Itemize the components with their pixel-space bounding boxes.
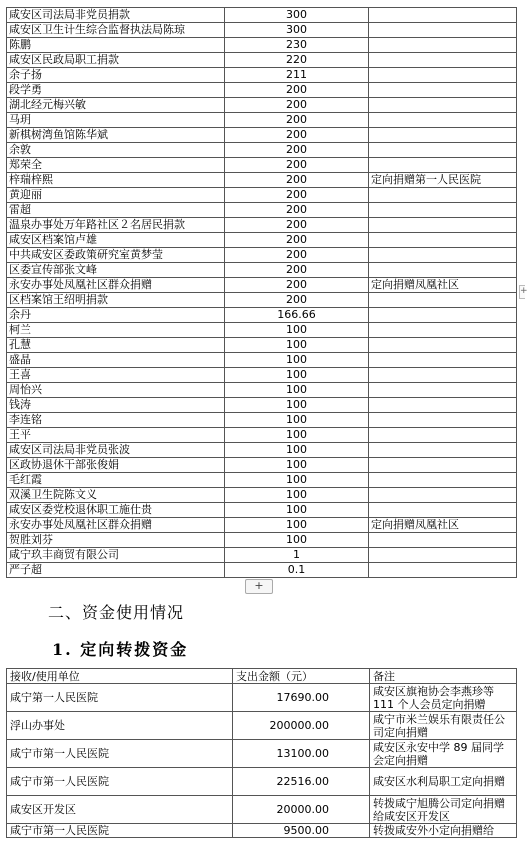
header-note: 备注: [370, 669, 517, 684]
table-row: [7, 443, 517, 458]
table-row: [7, 353, 517, 368]
donation-amount: 100: [225, 323, 369, 338]
table-row: [7, 128, 517, 143]
donor-name: 黄迎丽: [7, 188, 225, 203]
donor-name: 贺胜刘芬: [7, 533, 225, 548]
donation-note: [369, 203, 517, 218]
donor-name: 咸安区民政局职工捐款: [7, 53, 225, 68]
subsection-heading: 1. 定向转拨资金: [52, 640, 189, 659]
donation-amount: 200: [225, 218, 369, 233]
donor-name: 余敦: [7, 143, 225, 158]
donation-amount: 100: [225, 338, 369, 353]
donation-amount: 200: [225, 248, 369, 263]
donation-note: [369, 533, 517, 548]
donation-note: [369, 248, 517, 263]
donation-note: [369, 353, 517, 368]
table-row: [7, 323, 517, 338]
recipient-unit: 咸宁市第一人民医院: [7, 768, 233, 796]
donation-note: [369, 368, 517, 383]
donation-amount: 166.66: [225, 308, 369, 323]
table-row: [7, 143, 517, 158]
table-row: [7, 83, 517, 98]
table-row: [7, 248, 517, 263]
donor-name: 区档案馆王绍明捐款: [7, 293, 225, 308]
donor-name: 区政协退休干部张俊娟: [7, 458, 225, 473]
table-row: [7, 158, 517, 173]
donor-name: 双溪卫生院陈文义: [7, 488, 225, 503]
donation-note: [369, 143, 517, 158]
donation-note: [369, 443, 517, 458]
donation-amount: 100: [225, 458, 369, 473]
donation-amount: 200: [225, 293, 369, 308]
donation-note: [369, 308, 517, 323]
table-row: [7, 68, 517, 83]
donor-name: 段学勇: [7, 83, 225, 98]
donation-amount: 100: [225, 443, 369, 458]
donation-note: [369, 548, 517, 563]
table-edge-marker[interactable]: +: [519, 285, 525, 299]
donation-amount: 300: [225, 23, 369, 38]
header-amount: 支出金额（元）: [233, 669, 370, 684]
table-row: [7, 113, 517, 128]
table-row: [7, 293, 517, 308]
table-row: [7, 428, 517, 443]
donation-amount: 100: [225, 353, 369, 368]
donation-amount: 100: [225, 368, 369, 383]
donor-name: 区委宣传部张文峰: [7, 263, 225, 278]
expense-amount: 200000.00: [233, 712, 370, 740]
donation-amount: 200: [225, 278, 369, 293]
donation-note: [369, 53, 517, 68]
table-row: [7, 368, 517, 383]
donation-note: [369, 23, 517, 38]
donor-name: 郑荣全: [7, 158, 225, 173]
donation-note: [369, 98, 517, 113]
donation-amount: 0.1: [225, 563, 369, 578]
table-row: [7, 173, 517, 188]
donation-amount: 100: [225, 383, 369, 398]
donation-note: [369, 68, 517, 83]
table-row: [7, 38, 517, 53]
table-row: [7, 188, 517, 203]
donation-amount: 200: [225, 113, 369, 128]
donor-name: 李连铭: [7, 413, 225, 428]
donor-name: 王平: [7, 428, 225, 443]
expense-amount: 9500.00: [233, 824, 370, 838]
donation-amount: 100: [225, 518, 369, 533]
donor-name: 余子扬: [7, 68, 225, 83]
transfer-note: 转拨咸安外小定向捐赠给: [370, 824, 517, 838]
table-row: [7, 218, 517, 233]
table-row: [7, 563, 517, 578]
recipient-unit: 浮山办事处: [7, 712, 233, 740]
donor-name: 马玥: [7, 113, 225, 128]
donation-note: [369, 458, 517, 473]
table-add-row-handle[interactable]: +: [245, 579, 273, 594]
table-row: [7, 383, 517, 398]
donation-note: [369, 413, 517, 428]
donation-note: [369, 113, 517, 128]
table-row: [7, 263, 517, 278]
donation-amount: 100: [225, 473, 369, 488]
donor-name: 梓瑞梓熙: [7, 173, 225, 188]
donation-amount: 300: [225, 8, 369, 23]
recipient-unit: 咸宁市第一人民医院: [7, 824, 233, 838]
donor-name: 永安办事处凤凰社区群众捐赠: [7, 518, 225, 533]
donor-name: 新棋树湾鱼馆陈华斌: [7, 128, 225, 143]
donation-amount: 200: [225, 188, 369, 203]
donation-amount: 200: [225, 173, 369, 188]
table-row: [7, 488, 517, 503]
table-row: [7, 278, 517, 293]
table-row: [7, 473, 517, 488]
table-row: [7, 98, 517, 113]
transfer-note: 咸安区永安中学 89 届同学会定向捐赠: [370, 740, 517, 768]
donation-note: [369, 8, 517, 23]
table-row: [7, 398, 517, 413]
donation-amount: 200: [225, 203, 369, 218]
transfer-note: 咸安区水利局职工定向捐赠: [370, 768, 517, 796]
donation-amount: 200: [225, 233, 369, 248]
donation-amount: 200: [225, 263, 369, 278]
donor-name: 咸安区卫生计生综合监督执法局陈琼: [7, 23, 225, 38]
donation-amount: 100: [225, 413, 369, 428]
donation-note: [369, 473, 517, 488]
donation-amount: 200: [225, 98, 369, 113]
donation-note: [369, 158, 517, 173]
transfer-note: 咸安区旗袍协会李燕珍等111 个人会员定向捐赠: [370, 684, 517, 712]
table-row: [7, 338, 517, 353]
donor-name: 王喜: [7, 368, 225, 383]
donation-note: [369, 428, 517, 443]
donor-name: 钱涛: [7, 398, 225, 413]
table-row: [7, 796, 517, 824]
donor-name: 余丹: [7, 308, 225, 323]
donation-note: [369, 38, 517, 53]
donation-amount: 200: [225, 128, 369, 143]
donor-name: 温泉办事处万年路社区２名居民捐款: [7, 218, 225, 233]
donation-note: [369, 503, 517, 518]
donor-name: 雷超: [7, 203, 225, 218]
donor-name: 中共咸安区委政策研究室黄梦莹: [7, 248, 225, 263]
donation-note: [369, 218, 517, 233]
donation-amount: 230: [225, 38, 369, 53]
table-row: [7, 233, 517, 248]
donation-note: 定向捐赠凤凰社区: [369, 278, 517, 293]
donation-amount: 100: [225, 503, 369, 518]
donor-name: 孔慧: [7, 338, 225, 353]
table-row: [7, 413, 517, 428]
donation-note: [369, 83, 517, 98]
donor-name: 咸安区司法局非党员张波: [7, 443, 225, 458]
donation-note: [369, 488, 517, 503]
table-row: [7, 533, 517, 548]
donation-note: [369, 398, 517, 413]
donor-name: 咸安区委党校退休职工施仕贵: [7, 503, 225, 518]
transfer-note: 咸宁市米兰娱乐有限责任公司定向捐赠: [370, 712, 517, 740]
donor-name: 严子超: [7, 563, 225, 578]
expense-amount: 13100.00: [233, 740, 370, 768]
donation-amount: 200: [225, 158, 369, 173]
table-row: [7, 23, 517, 38]
transfer-table: [6, 668, 517, 838]
table-row: [7, 548, 517, 563]
donation-note: [369, 338, 517, 353]
table-row: [7, 518, 517, 533]
donation-note: 定向捐赠凤凰社区: [369, 518, 517, 533]
donor-name: 咸宁玖丰商贸有限公司: [7, 548, 225, 563]
transfer-note: 转拨咸宁旭腾公司定向捐赠给咸安区开发区: [370, 796, 517, 824]
donation-amount: 100: [225, 428, 369, 443]
donation-note: [369, 128, 517, 143]
donation-amount: 100: [225, 488, 369, 503]
table-row: [7, 203, 517, 218]
donation-amount: 1: [225, 548, 369, 563]
table-row: [7, 458, 517, 473]
donation-note: [369, 263, 517, 278]
donation-amount: 211: [225, 68, 369, 83]
recipient-unit: 咸宁市第一人民医院: [7, 740, 233, 768]
table-row: [7, 684, 517, 712]
expense-amount: 20000.00: [233, 796, 370, 824]
donor-name: 咸安区档案馆卢雄: [7, 233, 225, 248]
donation-amount: 200: [225, 83, 369, 98]
donation-note: [369, 233, 517, 248]
donor-name: 周怡兴: [7, 383, 225, 398]
donation-table: [6, 7, 517, 578]
recipient-unit: 咸安区开发区: [7, 796, 233, 824]
donor-name: 永安办事处凤凰社区群众捐赠: [7, 278, 225, 293]
table-row: [7, 308, 517, 323]
donor-name: 毛红霞: [7, 473, 225, 488]
donor-name: 盛晶: [7, 353, 225, 368]
donor-name: 柯兰: [7, 323, 225, 338]
donation-note: [369, 563, 517, 578]
section-heading: 二、资金使用情况: [48, 603, 185, 622]
donation-note: [369, 293, 517, 308]
donation-note: [369, 323, 517, 338]
table-row: [7, 768, 517, 796]
donor-name: 湖北经元梅兴敏: [7, 98, 225, 113]
donor-name: 陈鹏: [7, 38, 225, 53]
donation-amount: 220: [225, 53, 369, 68]
donation-amount: 200: [225, 143, 369, 158]
donation-note: 定向捐赠第一人民医院: [369, 173, 517, 188]
donation-amount: 100: [225, 533, 369, 548]
donation-note: [369, 188, 517, 203]
table-row: [7, 824, 517, 838]
table-row: [7, 740, 517, 768]
table-row: [7, 503, 517, 518]
table-row: [7, 8, 517, 23]
table-row: [7, 53, 517, 68]
donation-note: [369, 383, 517, 398]
header-unit: 接收/使用单位: [7, 669, 233, 684]
donation-amount: 100: [225, 398, 369, 413]
table-row: [7, 712, 517, 740]
expense-amount: 22516.00: [233, 768, 370, 796]
recipient-unit: 咸宁第一人民医院: [7, 684, 233, 712]
donor-name: 咸安区司法局非党员捐款: [7, 8, 225, 23]
transfer-table-header: [7, 669, 517, 684]
expense-amount: 17690.00: [233, 684, 370, 712]
